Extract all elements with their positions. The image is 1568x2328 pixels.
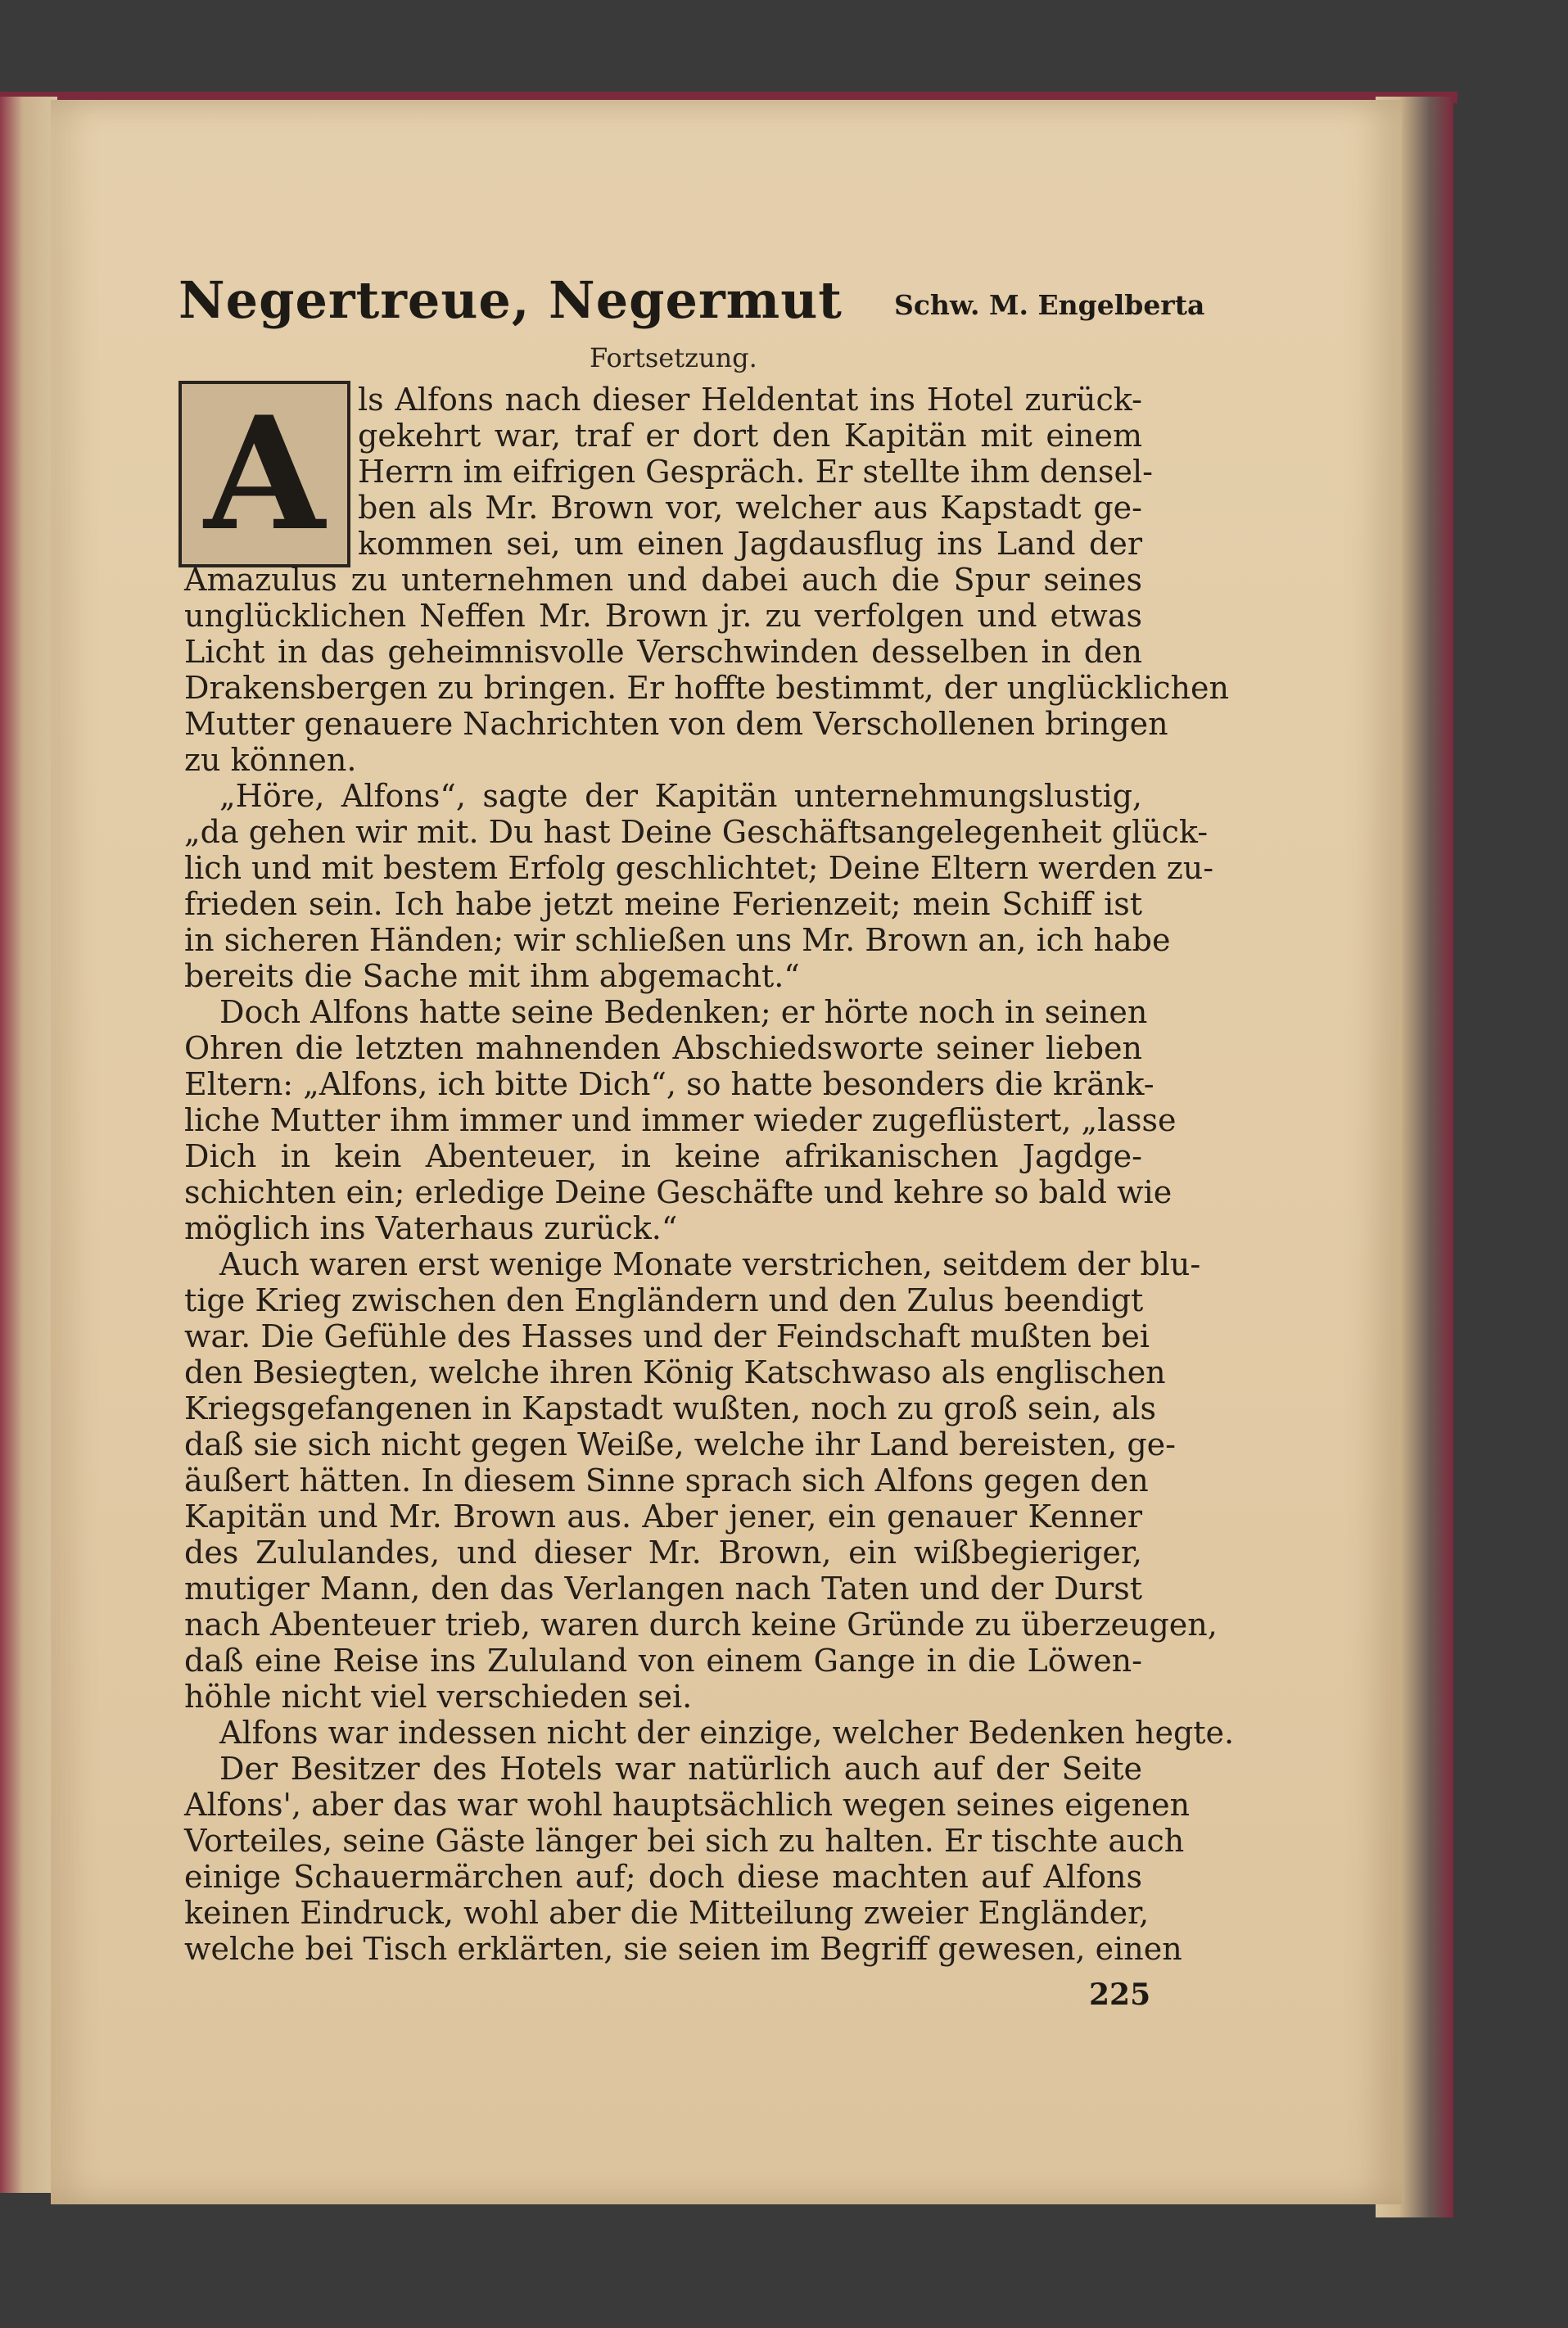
text-line: kommen sei, um einen Jagdausflug ins Land der — [358, 526, 1142, 562]
text-line: Mutter genauere Nachrichten von dem Verschollenen bringen — [184, 706, 1168, 742]
text-line: einige Schauermärchen auf; doch diese machten auf Alfons — [184, 1859, 1142, 1895]
text-line: Alfons', aber das war wohl hauptsächlich wegen seines eigenen — [184, 1787, 1191, 1823]
text-line: zu können. — [184, 742, 357, 778]
text-line: in sicheren Händen; wir schließen uns Mr. Brown an, ich habe — [184, 922, 1171, 958]
text-line: nach Abenteuer trieb, waren durch keine Gründe zu überzeugen, — [184, 1607, 1218, 1643]
text-line: Dich in kein Abenteuer, in keine afrikanischen Jagdge- — [184, 1138, 1142, 1174]
page-number: 225 — [1089, 1978, 1151, 2012]
text-line: Ohren die letzten mahnenden Abschiedsworte seiner lieben — [184, 1030, 1142, 1066]
text-line: Eltern: „Alfons, ich bitte Dich“, so hatte besonders die kränk- — [184, 1066, 1155, 1102]
text-line: äußert hätten. In diesem Sinne sprach sich Alfons gegen den — [184, 1462, 1149, 1499]
text-line: Amazulus zu unternehmen und dabei auch die Spur seines — [184, 562, 1142, 598]
text-line: möglich ins Vaterhaus zurück.“ — [184, 1210, 678, 1246]
text-line: Der Besitzer des Hotels war natürlich auch auf der Seite — [219, 1751, 1142, 1787]
text-line: Kriegsgefangenen in Kapstadt wußten, noch zu groß sein, als — [184, 1390, 1156, 1426]
text-line: höhle nicht viel verschieden sei. — [184, 1679, 693, 1715]
text-line: frieden sein. Ich habe jetzt meine Ferienzeit; mein Schiff ist — [184, 886, 1142, 922]
text-line: Drakensbergen zu bringen. Er hoffte bestimmt, der unglücklichen — [184, 670, 1229, 706]
text-line: Herrn im eifrigen Gespräch. Er stellte ihm densel- — [358, 454, 1153, 490]
text-line: liche Mutter ihm immer und immer wieder zugeflüstert, „lasse — [184, 1102, 1177, 1138]
text-line: tige Krieg zwischen den Engländern und den Zulus beendigt — [184, 1282, 1144, 1318]
text-line: ben als Mr. Brown vor, welcher aus Kapstadt ge- — [358, 490, 1142, 526]
text-line: daß sie sich nicht gegen Weiße, welche ihr Land bereisten, ge- — [184, 1426, 1176, 1462]
text-line: Licht in das geheimnisvolle Verschwinden desselben in den — [184, 634, 1142, 670]
article-author: Schw. M. Engelberta — [894, 289, 1205, 321]
text-line: „da gehen wir mit. Du hast Deine Geschäftsangelegenheit glück- — [184, 814, 1209, 850]
text-line: Vorteiles, seine Gäste länger bei sich zu halten. Er tischte auch — [184, 1823, 1185, 1859]
book-spine-edge — [0, 97, 57, 2193]
text-line: Kapitän und Mr. Brown aus. Aber jener, ein genauer Kenner — [184, 1499, 1142, 1535]
text-line: daß eine Reise ins Zululand von einem Gange in die Löwen- — [184, 1643, 1142, 1679]
text-line: schichten ein; erledige Deine Geschäfte und kehre so bald wie — [184, 1174, 1173, 1210]
article-title: Negertreue, Negermut — [178, 270, 843, 330]
text-line: keinen Eindruck, wohl aber die Mitteilung zweier Engländer, — [184, 1895, 1150, 1931]
text-line: gekehrt war, traf er dort den Kapitän mit einem — [358, 418, 1142, 454]
text-line: den Besiegten, welche ihren König Katschwaso als englischen — [184, 1354, 1166, 1390]
article-subtitle: Fortsetzung. — [590, 342, 757, 373]
text-line: unglücklichen Neffen Mr. Brown jr. zu verfolgen und etwas — [184, 598, 1142, 634]
text-line: lich und mit bestem Erfolg geschlichtet; Deine Eltern werden zu- — [184, 850, 1214, 886]
text-line: welche bei Tisch erklärten, sie seien im Begriff gewesen, einen — [184, 1931, 1182, 1967]
text-line: mutiger Mann, den das Verlangen nach Taten und der Durst — [184, 1571, 1142, 1607]
text-line: „Höre, Alfons“, sagte der Kapitän unternehmungslustig, — [219, 778, 1142, 814]
text-line: Alfons war indessen nicht der einzige, welcher Bedenken hegte. — [219, 1715, 1235, 1751]
text-line: bereits die Sache mit ihm abgemacht.“ — [184, 958, 800, 994]
decorative-initial — [178, 381, 350, 567]
initial-letter: A — [204, 382, 325, 565]
text-line: des Zululandes, und dieser Mr. Brown, ein wißbegieriger, — [184, 1535, 1142, 1571]
text-line: ls Alfons nach dieser Heldentat ins Hotel zurück- — [358, 382, 1142, 418]
text-line: war. Die Gefühle des Hasses und der Feindschaft mußten bei — [184, 1318, 1150, 1354]
text-line: Doch Alfons hatte seine Bedenken; er hörte noch in seinen — [219, 994, 1148, 1030]
text-line: Auch waren erst wenige Monate verstrichen, seitdem der blu- — [219, 1246, 1201, 1282]
